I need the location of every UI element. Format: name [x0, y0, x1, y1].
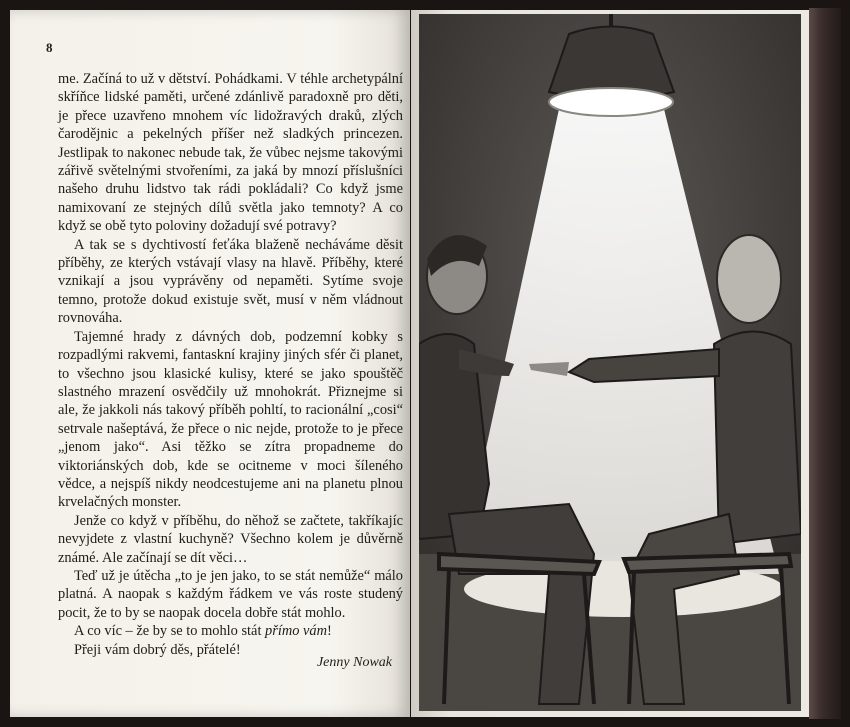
- body-text: [58, 70, 403, 659]
- page-edge: [809, 8, 841, 719]
- interrogation-lamp-illustration: [419, 14, 801, 711]
- paragraph-6-text: A co víc – že by se to mohlo stát: [74, 623, 266, 640]
- right-figure-body: [714, 332, 801, 545]
- right-page: [411, 10, 809, 717]
- paragraph-3: Tajemné hrady z dávných dob, podzemní kobky s rozpadlými rakvemi, fantaskní krajiny jiných sfér či planet, to všechno jsou klasické kulisy, které se jako spouštěč slastného mrazení osvědčily už mnohokrát. Přiznejme si ale, že jakkoli nás takový příběh pohltí, to racionální „cosi“ setrvale našeptává, že přece o nic nejde, protože to je přece „jenom jako“. Asi těžko se zítra propadneme do viktoriánských dob, kde se ocitneme v moci šíleného vědce, a nejspíš nikdy neodcestujeme ani na planetu plnou krvelačných monster.: [58, 328, 403, 511]
- emphasis-tail: !: [327, 623, 332, 640]
- lamp-bulb: [549, 88, 673, 116]
- left-page: [10, 10, 410, 717]
- paragraph-2: A tak se s dychtivostí feťáka blaženě necháváme děsit příběhy, ze kterých vstávají vlasy na hlavě. Příběhy, které vznikají a jsou vyprávěny od nepaměti. Sytíme svoje temno, protože dokud existuje svět, musí v něm vládnout rovnováha.: [58, 236, 403, 327]
- paragraph-5: Teď už je útěcha „to je jen jako, to se stát nemůže“ málo platná. A naopak s každým řádkem ve vás roste studený pocit, že to by se naopak docela dobře stát mohlo.: [58, 567, 403, 621]
- paragraph-1: me. Začíná to už v dětství. Pohádkami. V téhle archetypální skříňce lidské paměti, určené zdánlivě paradoxně pro děti, je přece uzavřeno mnohem víc lidožravých draků, zlých čarodějnic a pekelných příšer než sladkých princezen. Jestlipak to nakonec nebude tak, že vůbec nejsme takovými zářivě světelnými stvořeními, za jaká by mnozí příslušníci našeho druhu lidstvo tak rádi pokládali? Co když jsme namixovaní ze stejných dílů světla jako temnoty? A co když se obě tyto poloviny dožadují své potravy?: [58, 71, 403, 235]
- right-figure-head: [717, 235, 781, 323]
- paragraph-4: Jenže co když v příběhu, do něhož se začtete, takříkajíc nevyjdete z vlastní kuchyně? Všechno kolem je důvěrně známé. Ale začínají se dít věci…: [58, 512, 403, 566]
- emphasis-text: přímo vám: [265, 623, 328, 640]
- paragraph-7: Přeji vám dobrý děs, přátelé!: [74, 641, 241, 658]
- author-signature: Jenny Nowak: [316, 655, 392, 670]
- paragraph-6: [58, 622, 403, 640]
- page-number: 8: [46, 40, 53, 55]
